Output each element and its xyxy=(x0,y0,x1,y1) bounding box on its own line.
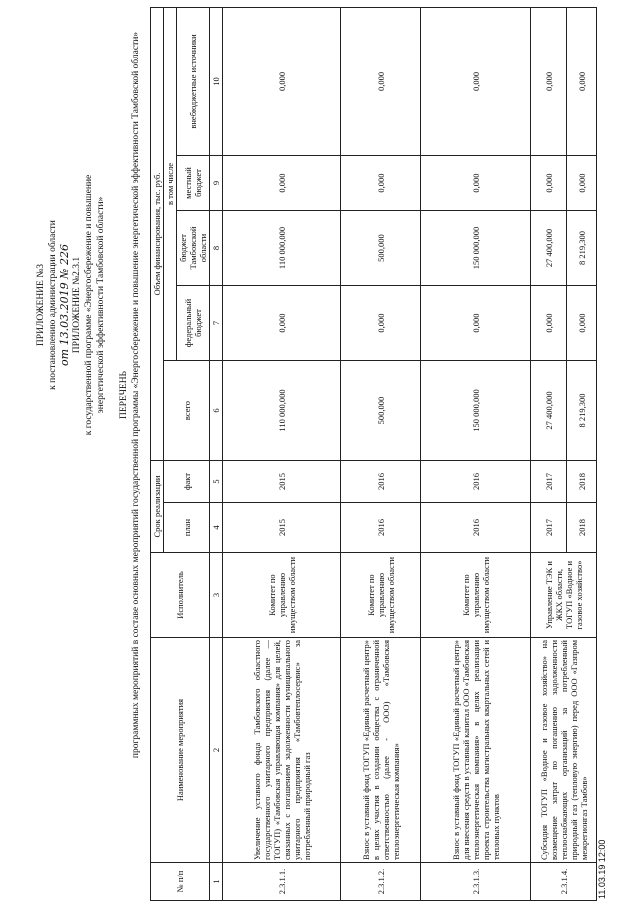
document-title xyxy=(118,5,142,785)
col-number: 10 xyxy=(210,7,223,155)
row-fact: 2016 xyxy=(421,461,531,503)
col-number: 7 xyxy=(210,286,223,361)
row-total: 27 400,000 xyxy=(531,361,567,461)
row-local: 0,000 xyxy=(567,156,597,211)
row-regional: 27 400,000 xyxy=(531,211,567,286)
header-executor: Исполнитель xyxy=(151,553,210,638)
header-extra: внебюджетные источники xyxy=(177,7,210,155)
table-row xyxy=(341,7,421,900)
header-including: в том числе xyxy=(164,7,177,360)
row-executor: Управление ТЭК и ЖКХ области, ТОГУП «Водное и газовое хозяйство» xyxy=(531,553,597,638)
col-number: 2 xyxy=(210,638,223,863)
row-fact: 2016 xyxy=(341,461,421,503)
row-name: Увеличение уставного фонда Тамбовского областного государственного унитарного предприятия (далее — ТОГУП) «Тамбовская управляющая компания» для целей, связанных с погашением задолженности муниципального унитарного предприятия «Тамбовтеплосервис» за потребленный природный газ xyxy=(223,638,341,863)
row-plan: 2016 xyxy=(341,503,421,553)
column-numbers-row xyxy=(210,7,223,900)
header-period: Срок реализации xyxy=(151,461,164,553)
row-regional: 500,000 xyxy=(341,211,421,286)
header-name: Наименование мероприятия xyxy=(151,638,210,863)
row-local: 0,000 xyxy=(341,156,421,211)
row-plan: 2018 xyxy=(567,503,597,553)
col-number: 8 xyxy=(210,211,223,286)
print-timestamp: 11.03.19 12:00 xyxy=(597,839,607,899)
row-regional: 150 000,000 xyxy=(421,211,531,286)
row-num: 2.3.1.1. xyxy=(223,863,341,901)
row-num: 2.3.1.3. xyxy=(421,863,531,901)
row-regional: 8 219,300 xyxy=(567,211,597,286)
col-number: 9 xyxy=(210,156,223,211)
row-name: Взнос в уставный фонд ТОГУП «Единый расчетный центр» для внесения средств в уставный капитал ООО «Тамбовская теплоэнергетическая компания» в целях реализации проекта строительства магистральных квартальных сетей и тепловых пунктов xyxy=(421,638,531,863)
header-funding: Объем финансирования, тыс. руб. xyxy=(151,7,164,460)
resolution-date: от 13.03.2019 № 226 xyxy=(58,244,71,366)
program-line-1: к государственной программе «Энергосбережение и повышение xyxy=(84,174,94,436)
row-plan: 2017 xyxy=(531,503,567,553)
row-num: 2.3.1.2. xyxy=(341,863,421,901)
appendix-number-2: ПРИЛОЖЕНИЕ №2.3.1 xyxy=(72,256,82,354)
row-fact: 2018 xyxy=(567,461,597,503)
row-fact: 2017 xyxy=(531,461,567,503)
row-executor: Комитет по управлению имуществом области xyxy=(223,553,341,638)
row-executor: Комитет по управлению имуществом области xyxy=(421,553,531,638)
col-number: 4 xyxy=(210,503,223,553)
row-local: 0,000 xyxy=(531,156,567,211)
row-local: 0,000 xyxy=(223,156,341,211)
appendix-number: ПРИЛОЖЕНИЕ №3 xyxy=(36,263,46,347)
row-executor: Комитет по управлению имуществом области xyxy=(341,553,421,638)
header-local: местный бюджет xyxy=(177,156,210,211)
row-extra: 0,000 xyxy=(567,7,597,155)
title-heading: ПЕРЕЧЕНЬ xyxy=(119,370,129,420)
row-federal: 0,000 xyxy=(531,286,567,361)
row-regional: 110 000,000 xyxy=(223,211,341,286)
title-subtitle: программных мероприятий в составе основных мероприятий государственной программы «Энергосбережение и повышение энергетической эффективности Тамбовской области» xyxy=(131,31,141,759)
row-name: Субсидия ТОГУП «Водное и газовое хозяйство» на возмещение затрат по погашению задолженности теплоснабжающих организаций за потребленный природный газ (тепловую энергию) перед ООО «Газпром межрегионгаз Тамбов» xyxy=(531,638,597,863)
row-extra: 0,000 xyxy=(421,7,531,155)
row-total: 500,000 xyxy=(341,361,421,461)
measures-table xyxy=(150,7,597,901)
table-row xyxy=(421,7,531,900)
header-federal: федеральный бюджет xyxy=(177,286,210,361)
row-total: 110 000,000 xyxy=(223,361,341,461)
row-extra: 0,000 xyxy=(341,7,421,155)
row-plan: 2015 xyxy=(223,503,341,553)
table-row xyxy=(531,7,567,900)
header-regional: бюджет Тамбовской области xyxy=(177,211,210,286)
header-row-1 xyxy=(151,7,164,900)
row-name: Взнос в уставный фонд ТОГУП «Единый расчетный центр» в целях участия в создании общества с ограниченной ответственностью (далее - ООО) «Тамбовская теплоэнергетическая компания» xyxy=(341,638,421,863)
header-total: всего xyxy=(164,361,210,461)
row-fact: 2015 xyxy=(223,461,341,503)
col-number: 1 xyxy=(210,863,223,901)
row-federal: 0,000 xyxy=(421,286,531,361)
row-local: 0,000 xyxy=(421,156,531,211)
row-total: 8 219,300 xyxy=(567,361,597,461)
table-row xyxy=(223,7,341,900)
row-plan: 2016 xyxy=(421,503,531,553)
resolution-line: к постановлению администрации области xyxy=(48,220,58,390)
row-federal: 0,000 xyxy=(567,286,597,361)
header-fact: факт xyxy=(164,461,210,503)
header-num: № п/п xyxy=(151,863,210,901)
row-num: 2.3.1.4. xyxy=(531,863,597,901)
col-number: 5 xyxy=(210,461,223,503)
program-line-2: энергетической эффективности Тамбовской области» xyxy=(96,196,106,414)
header-plan: план xyxy=(164,503,210,553)
row-extra: 0,000 xyxy=(223,7,341,155)
row-federal: 0,000 xyxy=(223,286,341,361)
col-number: 3 xyxy=(210,553,223,638)
row-extra: 0,000 xyxy=(531,7,567,155)
row-federal: 0,000 xyxy=(341,286,421,361)
appendix-header xyxy=(35,45,107,565)
row-total: 150 000,000 xyxy=(421,361,531,461)
col-number: 6 xyxy=(210,361,223,461)
